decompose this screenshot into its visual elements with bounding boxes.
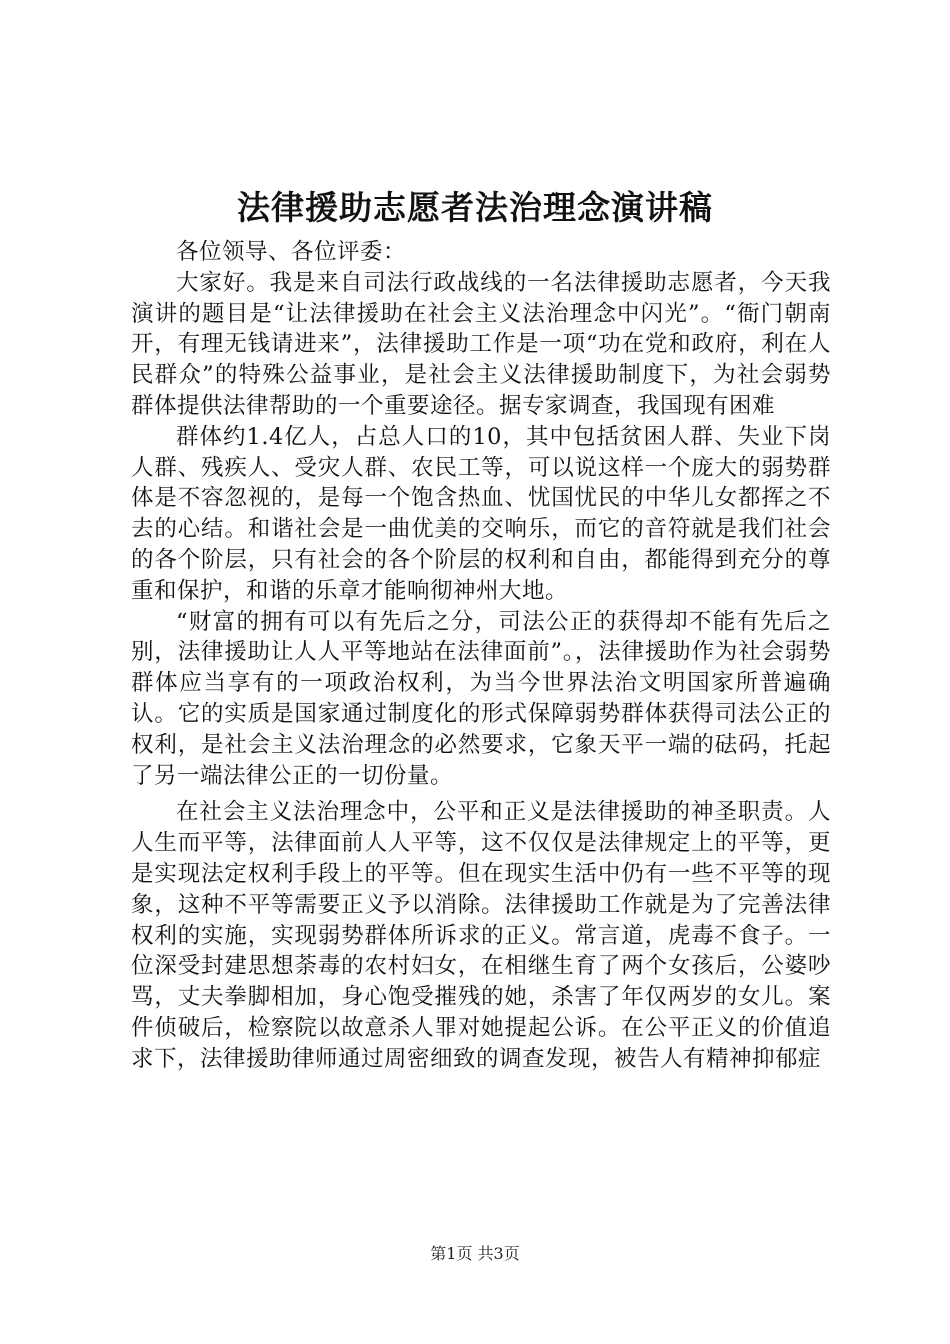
paragraph-fairness-justice: 在社会主义法治理念中，公平和正义是法律援助的神圣职责。人人生而平等，法律面前人人平等，这不仅仅是法律规定上的平等，更是实现法定权利手段上的平等。但在现实生活中仍有一些不平等的现象，这种不平等需要正义予以消除。法律援助工作就是为了完善法律权利的实施，实现弱势群体所诉求的正义。常言道，虎毒不食子。一位深受封建思想荼毒的农村妇女，在相继生育了两个女孩后，公婆吵骂，丈夫拳脚相加，身心饱受摧残的她，杀害了年仅两岁的女儿。案件侦破后，检察院以故意杀人罪对她提起公诉。在公平正义的价值追求下，法律援助律师通过周密细致的调查发现，被告人有精神抑郁症	[131, 799, 831, 1072]
document-title: 法律援助志愿者法治理念演讲稿	[237, 188, 713, 227]
page-number-footer: 第1页 共3页	[430, 1244, 520, 1263]
document-body	[131, 237, 831, 1075]
paragraph-salutation: 各位领导、各位评委：	[176, 239, 407, 265]
paragraph-introduction: 大家好。我是来自司法行政战线的一名法律援助志愿者，今天我演讲的题目是“让法律援助在社会主义法治理念中闪光”。“衙门朝南开，有理无钱请进来”，法律援助工作是一项“功在党和政府，利在人民群众”的特殊公益事业，是社会主义法律援助制度下，为社会弱势群体提供法律帮助的一个重要途径。据专家调查，我国现有困难	[131, 269, 831, 419]
paragraph-vulnerable-groups: 群体约1.4亿人，占总人口的10，其中包括贫困人群、失业下岗人群、残疾人、受灾人群、农民工等，可以说这样一个庞大的弱势群体是不容忽视的，是每一个饱含热血、忧国忧民的中华儿女都挥之不去的心结。和谐社会是一曲优美的交响乐，而它的音符就是我们社会的各个阶层，只有社会的各个阶层的权利和自由，都能得到充分的尊重和保护，和谐的乐章才能响彻神州大地。	[131, 423, 831, 604]
paragraph-judicial-fairness: “财富的拥有可以有先后之分，司法公正的获得却不能有先后之别，法律援助让人人平等地站在法律面前”。，法律援助作为社会弱势群体应当享有的一项政治权利，为当今世界法治文明国家所普遍确认。它的实质是国家通过制度化的形式保障弱势群体获得司法公正的权利，是社会主义法治理念的必然要求，它象天平一端的砝码，托起了另一端法律公正的一切份量。	[131, 608, 831, 789]
